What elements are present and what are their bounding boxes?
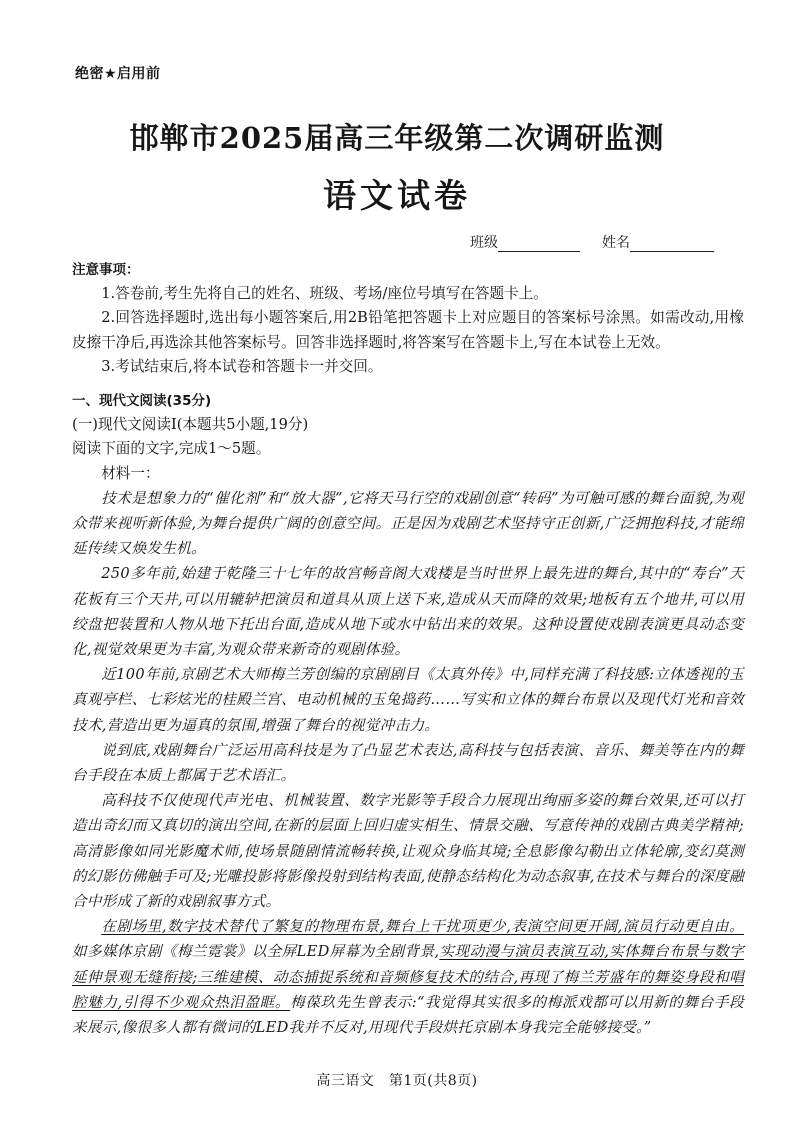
name-blank: [630, 235, 714, 252]
plain-text: 梅葆玖先生曾表示:“我觉得其实很多的梅派戏都可以用新的舞台手段来展示,像很多人都有微词的LED我并不反对,用现代手段烘托京剧本身我完全能够接受。”: [72, 993, 744, 1037]
material-paragraph: 高科技不仅使现代声光电、机械装置、数字光影等手段合力展现出绚丽多姿的舞台效果,还可以打造出奇幻而又真切的演出空间,在新的层面上回归虚实相生、情景交融、写意传神的戏剧古典美学精神;高清影像如同光影魔术师,使场景随剧情流畅转换,让观众身临其境;全息影像勾勒出立体轮廓,变幻莫测的幻影仿佛触手可及;光雕投影将影像投射到结构表面,使静态结构化为动态叙事,在技术与舞台的深度融合中形成了新的戏剧叙事方式。: [72, 792, 744, 911]
material-paragraph: 技术是想象力的“催化剂”和“放大器”,它将天马行空的戏剧创意“转码”为可触可感的舞台面貌,为观众带来视听新体验,为舞台提供广阔的创意空间。正是因为戏剧艺术坚持守正创新,广泛拥抱科技,才能绵延传续又焕发生机。: [72, 489, 744, 558]
underlined-sentence: 在剧场里,数字技术替代了繁复的物理布景,舞台上干扰项更少,表演空间更开阔,演员行动更自由。: [101, 918, 744, 936]
name-label: 姓名: [602, 235, 630, 251]
reading-instruction: 阅读下面的文字,完成1～5题。: [72, 440, 271, 458]
note-item: 1.答卷前,考生先将自己的姓名、班级、考场/座位号填写在答题卡上。: [101, 285, 548, 303]
exam-body: [72, 258, 744, 1040]
page-footer: 高三语文 第1页(共8页): [316, 1073, 478, 1089]
confidential-label: 绝密★启用前: [75, 66, 161, 82]
sub-section-heading: (一)现代文阅读Ⅰ(本题共5小题,19分): [72, 416, 309, 434]
note-item: 3.考试结束后,将本试卷和答题卡一并交回。: [101, 357, 383, 375]
exam-subject-title: 语文试卷: [323, 176, 471, 215]
exam-title: 邯郸市2025届高三年级第二次调研监测: [129, 121, 665, 155]
plain-text: 如多媒体京剧《梅兰霓裳》以全屏LED屏幕为全剧背景,: [72, 943, 440, 961]
material-paragraph: 250多年前,始建于乾隆三十七年的故宫畅音阁大戏楼是当时世界上最先进的舞台,其中的“寿台”天花板有三个天井,可以用辘轳把演员和道具从顶上送下来,造成从天而降的效果;地板有五个地井,可以用绞盘把装置和人物从地下托出台面,造成从地下或水中钻出来的效果。这种设置使戏剧表演更具动态变化,视觉效果更为丰富,为观众带来新奇的观剧体验。: [72, 565, 744, 659]
notes-title: 注意事项：: [72, 262, 140, 278]
underlined-sentence: 实现动漫与演员表演互动,实体舞台布景与数字延伸景观无缝衔接;三维建模、动态捕捉系统和音频修复技术的结合,再现了梅兰芳盛年的舞姿身段和唱腔魅力,引得不少观众热泪盈眶。: [72, 943, 744, 1011]
material-paragraph: 近100年前,京剧艺术大师梅兰芳创编的京剧剧目《太真外传》中,同样充满了科技感:立体透视的玉真观亭栏、七彩炫光的桂殿兰宫、电动机械的玉兔捣药……写实和立体的舞台布景以及现代灯光和音效技术,营造出更为逼真的氛围,增强了舞台的视觉冲击力。: [72, 666, 744, 734]
material-paragraph: 说到底,戏剧舞台广泛运用高科技是为了凸显艺术表达,高科技与包括表演、音乐、舞美等在内的舞台手段在本质上都属于艺术语汇。: [72, 741, 744, 785]
class-label: 班级: [470, 235, 498, 251]
student-info-bar: [470, 232, 714, 252]
material-label: 材料一：: [101, 464, 160, 482]
section-heading: 一、现代文阅读(35分): [72, 393, 212, 410]
note-item: 2.回答选择题时,选出每小题答案后,用2B铅笔把答题卡上对应题目的答案标号涂黑。如需改动,用橡皮擦干净后,再选涂其他答案标号。回答非选择题时,将答案写在答题卡上,写在本试卷上无效。: [72, 309, 744, 351]
material-paragraph-last: [72, 914, 744, 1040]
material-text: [72, 486, 744, 1040]
class-blank: [498, 235, 580, 252]
